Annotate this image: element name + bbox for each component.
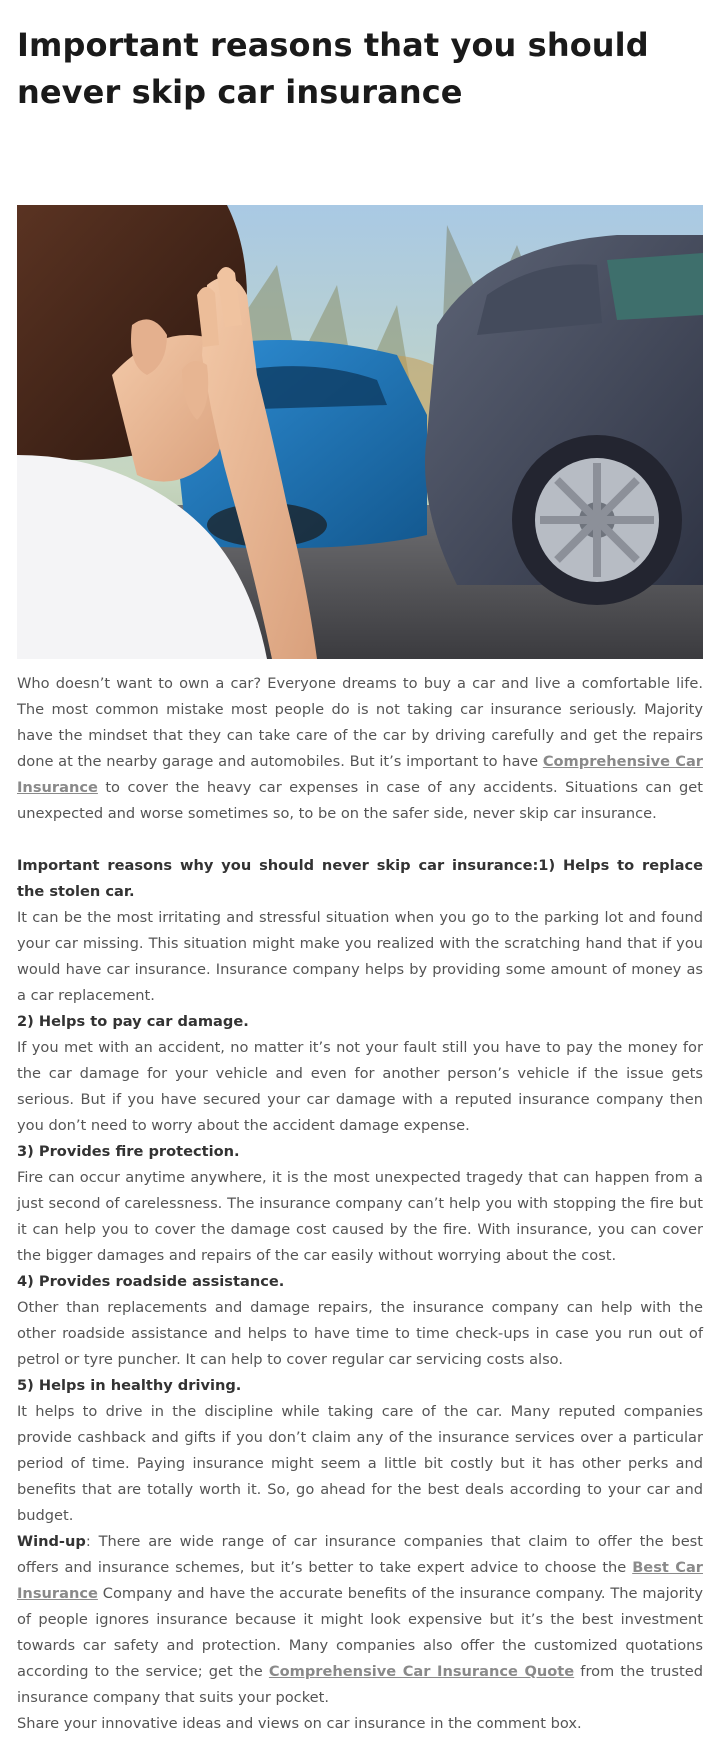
reason-3-text: Fire can occur anytime anywhere, it is the most unexpected tragedy that can happen from a just second of carelessness. The insurance company can’t help you with stopping the fire but it can help you to cover the damage cost caused by the fire. With insurance, you can cover the bigger damages and repairs of the car easily without worrying about the cost. <box>17 1169 703 1264</box>
windup-text-1: : There are wide range of car insurance companies that claim to offer the best offers and insurance schemes, but it’s better to take expert advice to choose the <box>17 1533 703 1576</box>
windup-label: Wind-up <box>17 1533 86 1550</box>
article-body <box>17 671 703 1737</box>
intro-text-end: to cover the heavy car expenses in case of any accidents. Situations can get unexpected and worse sometimes so, to be on the safer side, never skip car insurance. <box>17 779 703 822</box>
reason-2-text: If you met with an accident, no matter it’s not your fault still you have to pay the money for the car damage for your vehicle and even for another person’s vehicle if the issue gets serious. But if you have secured your car damage with a reputed insurance company then you don’t need to worry about the accident damage expense. <box>17 1039 703 1134</box>
article <box>17 0 703 1732</box>
paragraph-spacer <box>17 827 703 853</box>
best-car-insurance-link[interactable]: Best Car Insurance <box>17 1559 703 1602</box>
windup-text-3: from the trusted insurance company that suits your pocket. <box>17 1663 703 1706</box>
article-title: Important reasons that you should never skip car insurance <box>17 26 649 111</box>
reason-3-heading: 3) Provides fire protection. <box>17 1143 240 1160</box>
intro-text-start: Who doesn’t want to own a car? Everyone dreams to buy a car and live a comfortable life. The most common mistake most people do is not taking car insurance seriously. Majority have the mindset that they can take care of the car by driving carefully and get the repairs done at the nearby garage and automobiles. But it’s important to have <box>17 675 703 770</box>
hero-image <box>17 205 703 659</box>
car-accident-photo <box>17 205 703 659</box>
reason-4-heading: 4) Provides roadside assistance. <box>17 1273 285 1290</box>
comprehensive-car-insurance-link[interactable]: Comprehensive Car Insurance <box>17 753 703 796</box>
reason-2-heading: 2) Helps to pay car damage. <box>17 1013 249 1030</box>
closing-paragraph: Share your innovative ideas and views on car insurance in the comment box. <box>17 1715 582 1732</box>
reason-4-text: Other than replacements and damage repairs, the insurance company can help with the other roadside assistance and helps to have time to time check-ups in case you run out of petrol or tyre puncher. It can help to cover regular car servicing costs also. <box>17 1299 703 1368</box>
reason-5-text: It helps to drive in the discipline while taking care of the car. Many reputed companies provide cashback and gifts if you don’t claim any of the insurance services over a particular period of time. Paying insurance might seem a little bit costly but it has other perks and benefits that are totally worth it. So, go ahead for the best deals according to your car and budget. <box>17 1403 703 1524</box>
reasons-heading: Important reasons why you should never skip car insurance:1) Helps to replace the stolen car. <box>17 857 703 900</box>
intro-paragraph <box>17 671 703 827</box>
reason-5-heading: 5) Helps in healthy driving. <box>17 1377 242 1394</box>
comprehensive-car-insurance-quote-link[interactable]: Comprehensive Car Insurance Quote <box>268 1663 575 1680</box>
windup-text-2: Company and have the accurate benefits of the insurance company. The majority of people ignores insurance because it might look expensive but it’s the best investment towards car safety and protection. Many companies also offer the customized quotations according to the service; get the <box>17 1585 703 1680</box>
windup-paragraph <box>17 1529 703 1711</box>
reason-1-text: It can be the most irritating and stressful situation when you go to the parking lot and found your car missing. This situation might make you realized with the scratching hand that if you would have car insurance. Insurance company helps by providing some amount of money as a car replacement. <box>17 909 703 1004</box>
